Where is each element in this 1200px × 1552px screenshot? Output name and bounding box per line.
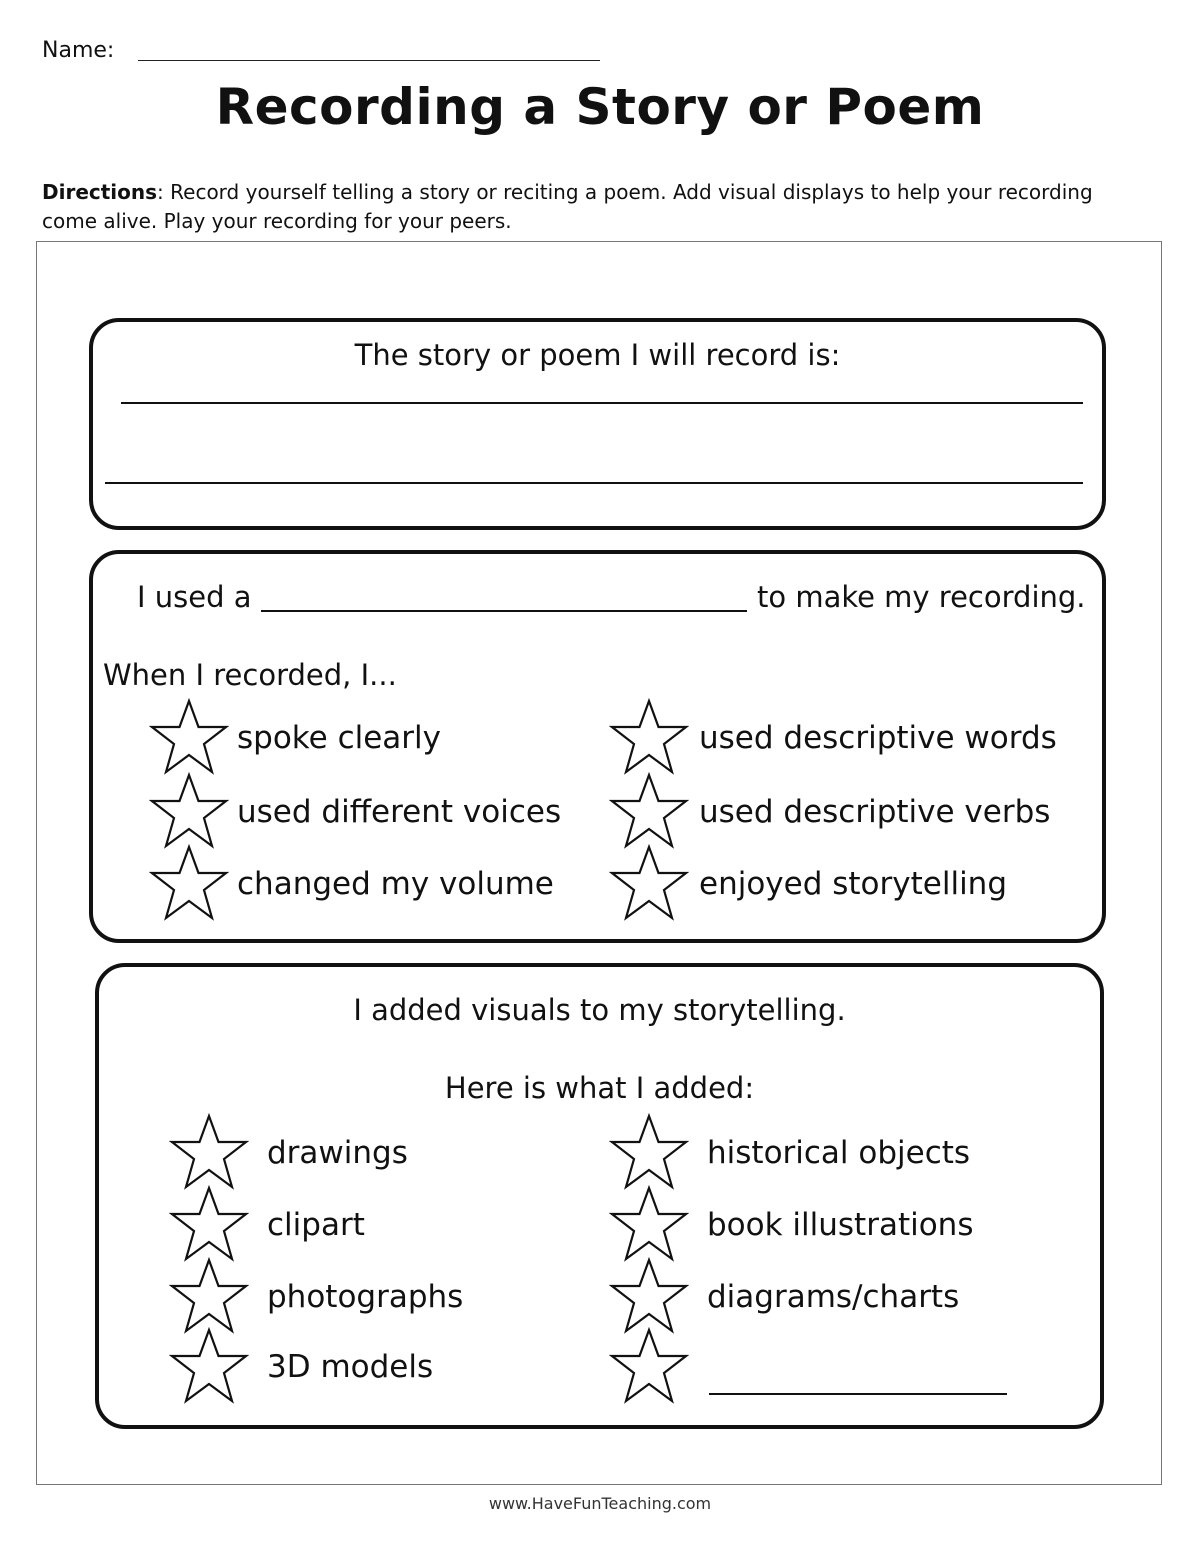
checklist-item [609,772,1069,852]
visual-item [169,1327,589,1407]
star-icon[interactable] [169,1257,249,1337]
visual-item [169,1257,589,1337]
visual-item [169,1113,589,1193]
visuals-subheading: Here is what I added: [444,1071,755,1105]
visual-item [609,1113,1069,1193]
visual-item-label: drawings [267,1135,408,1171]
visual-item-label: book illustrations [707,1207,974,1243]
visual-item-label: diagrams/charts [707,1279,960,1315]
device-blank-line[interactable] [261,610,747,612]
device-sentence-end: to make my recording. [757,580,1086,614]
visuals-checklist-box [95,963,1104,1429]
story-title-box [89,318,1106,530]
star-icon[interactable] [149,772,229,852]
visual-item-label: 3D models [267,1349,434,1385]
visual-item-label: photographs [267,1279,464,1315]
star-icon[interactable] [609,1327,689,1407]
story-title-line-1[interactable] [121,402,1083,404]
checklist-item [609,698,1069,778]
checklist-item-label: enjoyed storytelling [699,866,1008,902]
star-icon[interactable] [609,772,689,852]
star-icon[interactable] [609,1257,689,1337]
checklist-item [149,698,589,778]
star-icon[interactable] [609,1185,689,1265]
star-icon[interactable] [149,844,229,924]
star-icon[interactable] [169,1327,249,1407]
star-icon[interactable] [609,698,689,778]
star-icon[interactable] [169,1113,249,1193]
checklist-item-label: changed my volume [237,866,554,902]
directions-text: : Record yourself telling a story or reciting a poem. Add visual displays to help your recording come alive. Play your recording for your peers. [42,180,1093,233]
worksheet-title: Recording a Story or Poem [215,78,985,136]
checklist-item-label: used descriptive verbs [699,794,1051,830]
star-icon[interactable] [149,698,229,778]
visuals-heading: I added visuals to my storytelling. [353,993,846,1027]
visual-item-other [609,1327,1069,1407]
directions [42,178,1132,236]
checklist-item-label: spoke clearly [237,720,441,756]
directions-label: Directions [42,180,158,204]
name-label: Name: [42,38,115,63]
star-icon[interactable] [169,1185,249,1265]
checklist-item-label: used different voices [237,794,562,830]
name-field-line[interactable] [138,60,600,61]
visual-item [609,1185,1069,1265]
footer-website: www.HaveFunTeaching.com [488,1494,712,1513]
recording-checklist-box [89,550,1106,943]
star-icon[interactable] [609,1113,689,1193]
visual-item-label: historical objects [707,1135,971,1171]
star-icon[interactable] [609,844,689,924]
visual-item [609,1257,1069,1337]
checklist-item [149,844,589,924]
checklist-item [609,844,1069,924]
visual-item [169,1185,589,1265]
checklist-item [149,772,589,852]
checklist-item-label: used descriptive words [699,720,1057,756]
checklist-intro: When I recorded, I... [103,658,397,692]
story-prompt: The story or poem I will record is: [354,338,841,372]
story-title-line-2[interactable] [105,482,1083,484]
other-visual-blank-line[interactable] [709,1393,1007,1395]
device-sentence-start: I used a [137,580,252,614]
visual-item-label: clipart [267,1207,365,1243]
